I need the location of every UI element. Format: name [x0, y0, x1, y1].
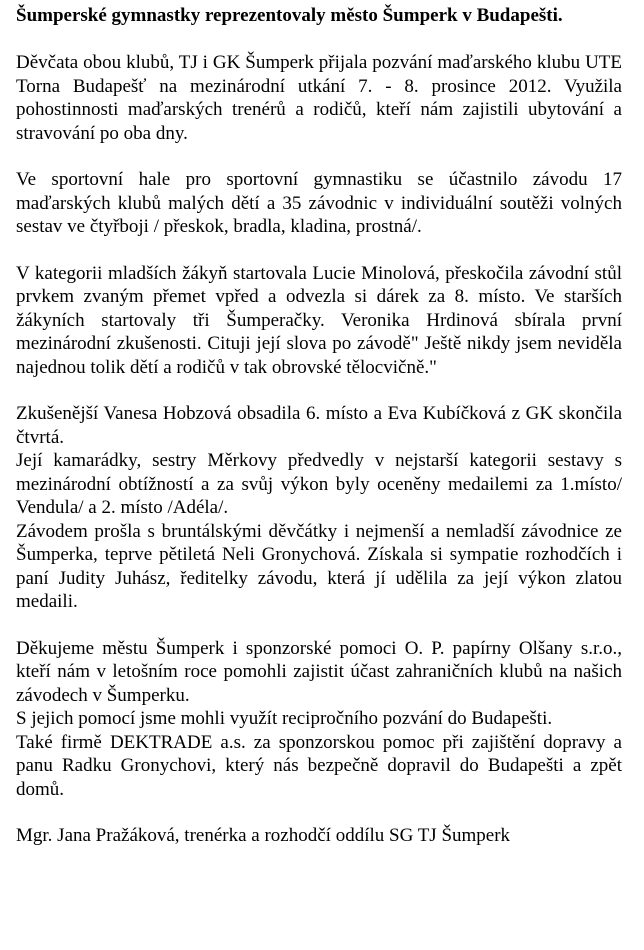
- spacer: [16, 239, 622, 262]
- paragraph-competition: Ve sportovní hale pro sportovní gymnastiku se účastnilo závodu 17 maďarských klubů malých dětí a 35 závodnic v individuální soutěži volných sestav ve čtyřboji / přeskok, bradla, kladina, prostná/.: [16, 169, 622, 237]
- spacer: [16, 145, 622, 168]
- spacer: [16, 379, 622, 402]
- paragraph-reciprocal: S jejich pomocí jsme mohli využít recipročního pozvání do Budapešti.: [16, 708, 553, 729]
- spacer: [16, 801, 622, 824]
- paragraph-sisters: Její kamarádky, sestry Měrkovy předvedly v nejstarší kategorii sestavy s mezinárodní obtížností a za svůj výkon byly oceněny medailemi za 1.místo/ Vendula/ a 2. místo /Adéla/.: [16, 450, 622, 518]
- paragraph-thanks-city: Děkujeme městu Šumperk i sponzorské pomoci O. P. papírny Olšany s.r.o., kteří nám v letošním roce pomohli zajistit účast zahraničních klubů na našich závodech v Šumperku.: [16, 637, 622, 706]
- paragraph-experienced: Zkušenější Vanesa Hobzová obsadila 6. místo a Eva Kubíčková z GK skončila čtvrtá.: [16, 403, 622, 448]
- spacer: [16, 614, 622, 637]
- paragraph-invitation: Děvčata obou klubů, TJ i GK Šumperk přijala pozvání maďarského klubu UTE Torna Budapešť na mezinárodní utkání 7. - 8. prosince 2012. Využila pohostinnosti maďarských trenérů a rodičů, kteří nám zajistili ubytování a stravování po oba dny.: [16, 52, 622, 144]
- author-signature: Mgr. Jana Pražáková, trenérka a rozhodčí oddílu SG TJ Šumperk: [16, 825, 511, 846]
- paragraph-youngest: Závodem prošla s bruntálskými děvčátky i nejmenší a nemladší závodnice ze Šumperka, teprve pětiletá Neli Gronychová. Získala si sympatie rozhodčích i paní Judity Juhász, ředitelky závodu, která jí udělila za její výkon zlatou medaili.: [16, 520, 622, 612]
- paragraph-thanks-dektrade: Také firmě DEKTRADE a.s. za sponzorskou pomoc při zajištění dopravy a panu Radku Gronychovi, který nás bezpečně dopravil do Budapešti a zpět domů.: [16, 731, 622, 800]
- paragraph-younger-category: V kategorii mladších žákyň startovala Lucie Minolová, přeskočila závodní stůl prvkem zvaným přemet vpřed a odvezla si dárek za 8. místo. Ve starších žákyních startovaly tři Šumperačky. Veronika Hrdinová sbírala první mezinárodní zkušenosti. Cituji její slova po závodě" Ještě nikdy jsem neviděla najednou tolik dětí a rodičů v tak obrovské tělocvičně.": [16, 262, 622, 378]
- article-title: Šumperské gymnastky reprezentovaly město Šumperk v Budapešti.: [16, 5, 563, 26]
- spacer: [16, 28, 622, 51]
